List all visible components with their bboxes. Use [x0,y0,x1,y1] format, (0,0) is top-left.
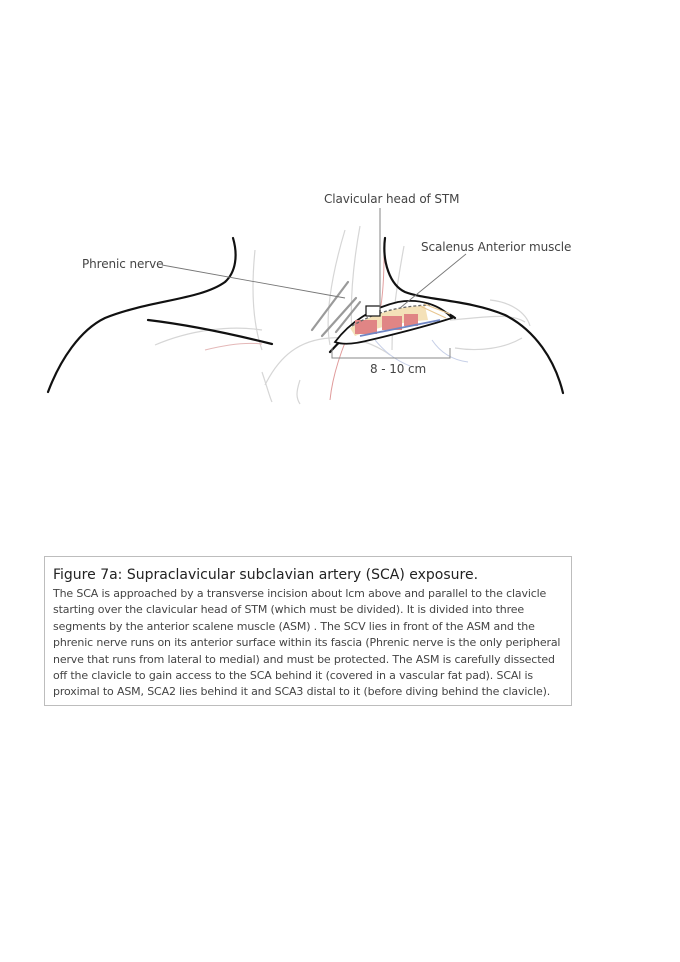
caption-body: The SCA is approached by a transverse incision about lcm above and parallel to the clavicle starting over the clavicular head of STM (which must be divided). It is divided into three segments by the anterior scalene muscle (ASM) . The SCV lies in front of the ASM and the phrenic nerve runs on its anterior surface within its fascia (Phrenic nerve is the only peripheral nerve that runs from lateral to medial) and must be protected. The ASM is carefully dissected off the clavicle to gain access to the SCA behind it (covered in a vascular fat pad). SCAl is proximal to ASM, SCA2 lies behind it and SCA3 distal to it (before diving behind the clavicle). [53,587,561,699]
phrenic-nerve-label: Phrenic nerve [82,257,164,271]
incision-field [335,301,452,344]
figure-caption [44,556,572,706]
clavicular-head-label: Clavicular head of STM [324,192,460,206]
anatomy-illustration [0,0,680,420]
incision-length-label: 8 - 10 cm [370,362,427,376]
scalenus-anterior-label: Scalenus Anterior muscle [421,240,572,254]
caption-title: Figure 7a: Supraclavicular subclavian artery (SCA) exposure. [53,567,479,583]
measurement-bracket [332,348,450,358]
leader-lines [162,208,466,310]
faint-vessels [205,255,468,400]
